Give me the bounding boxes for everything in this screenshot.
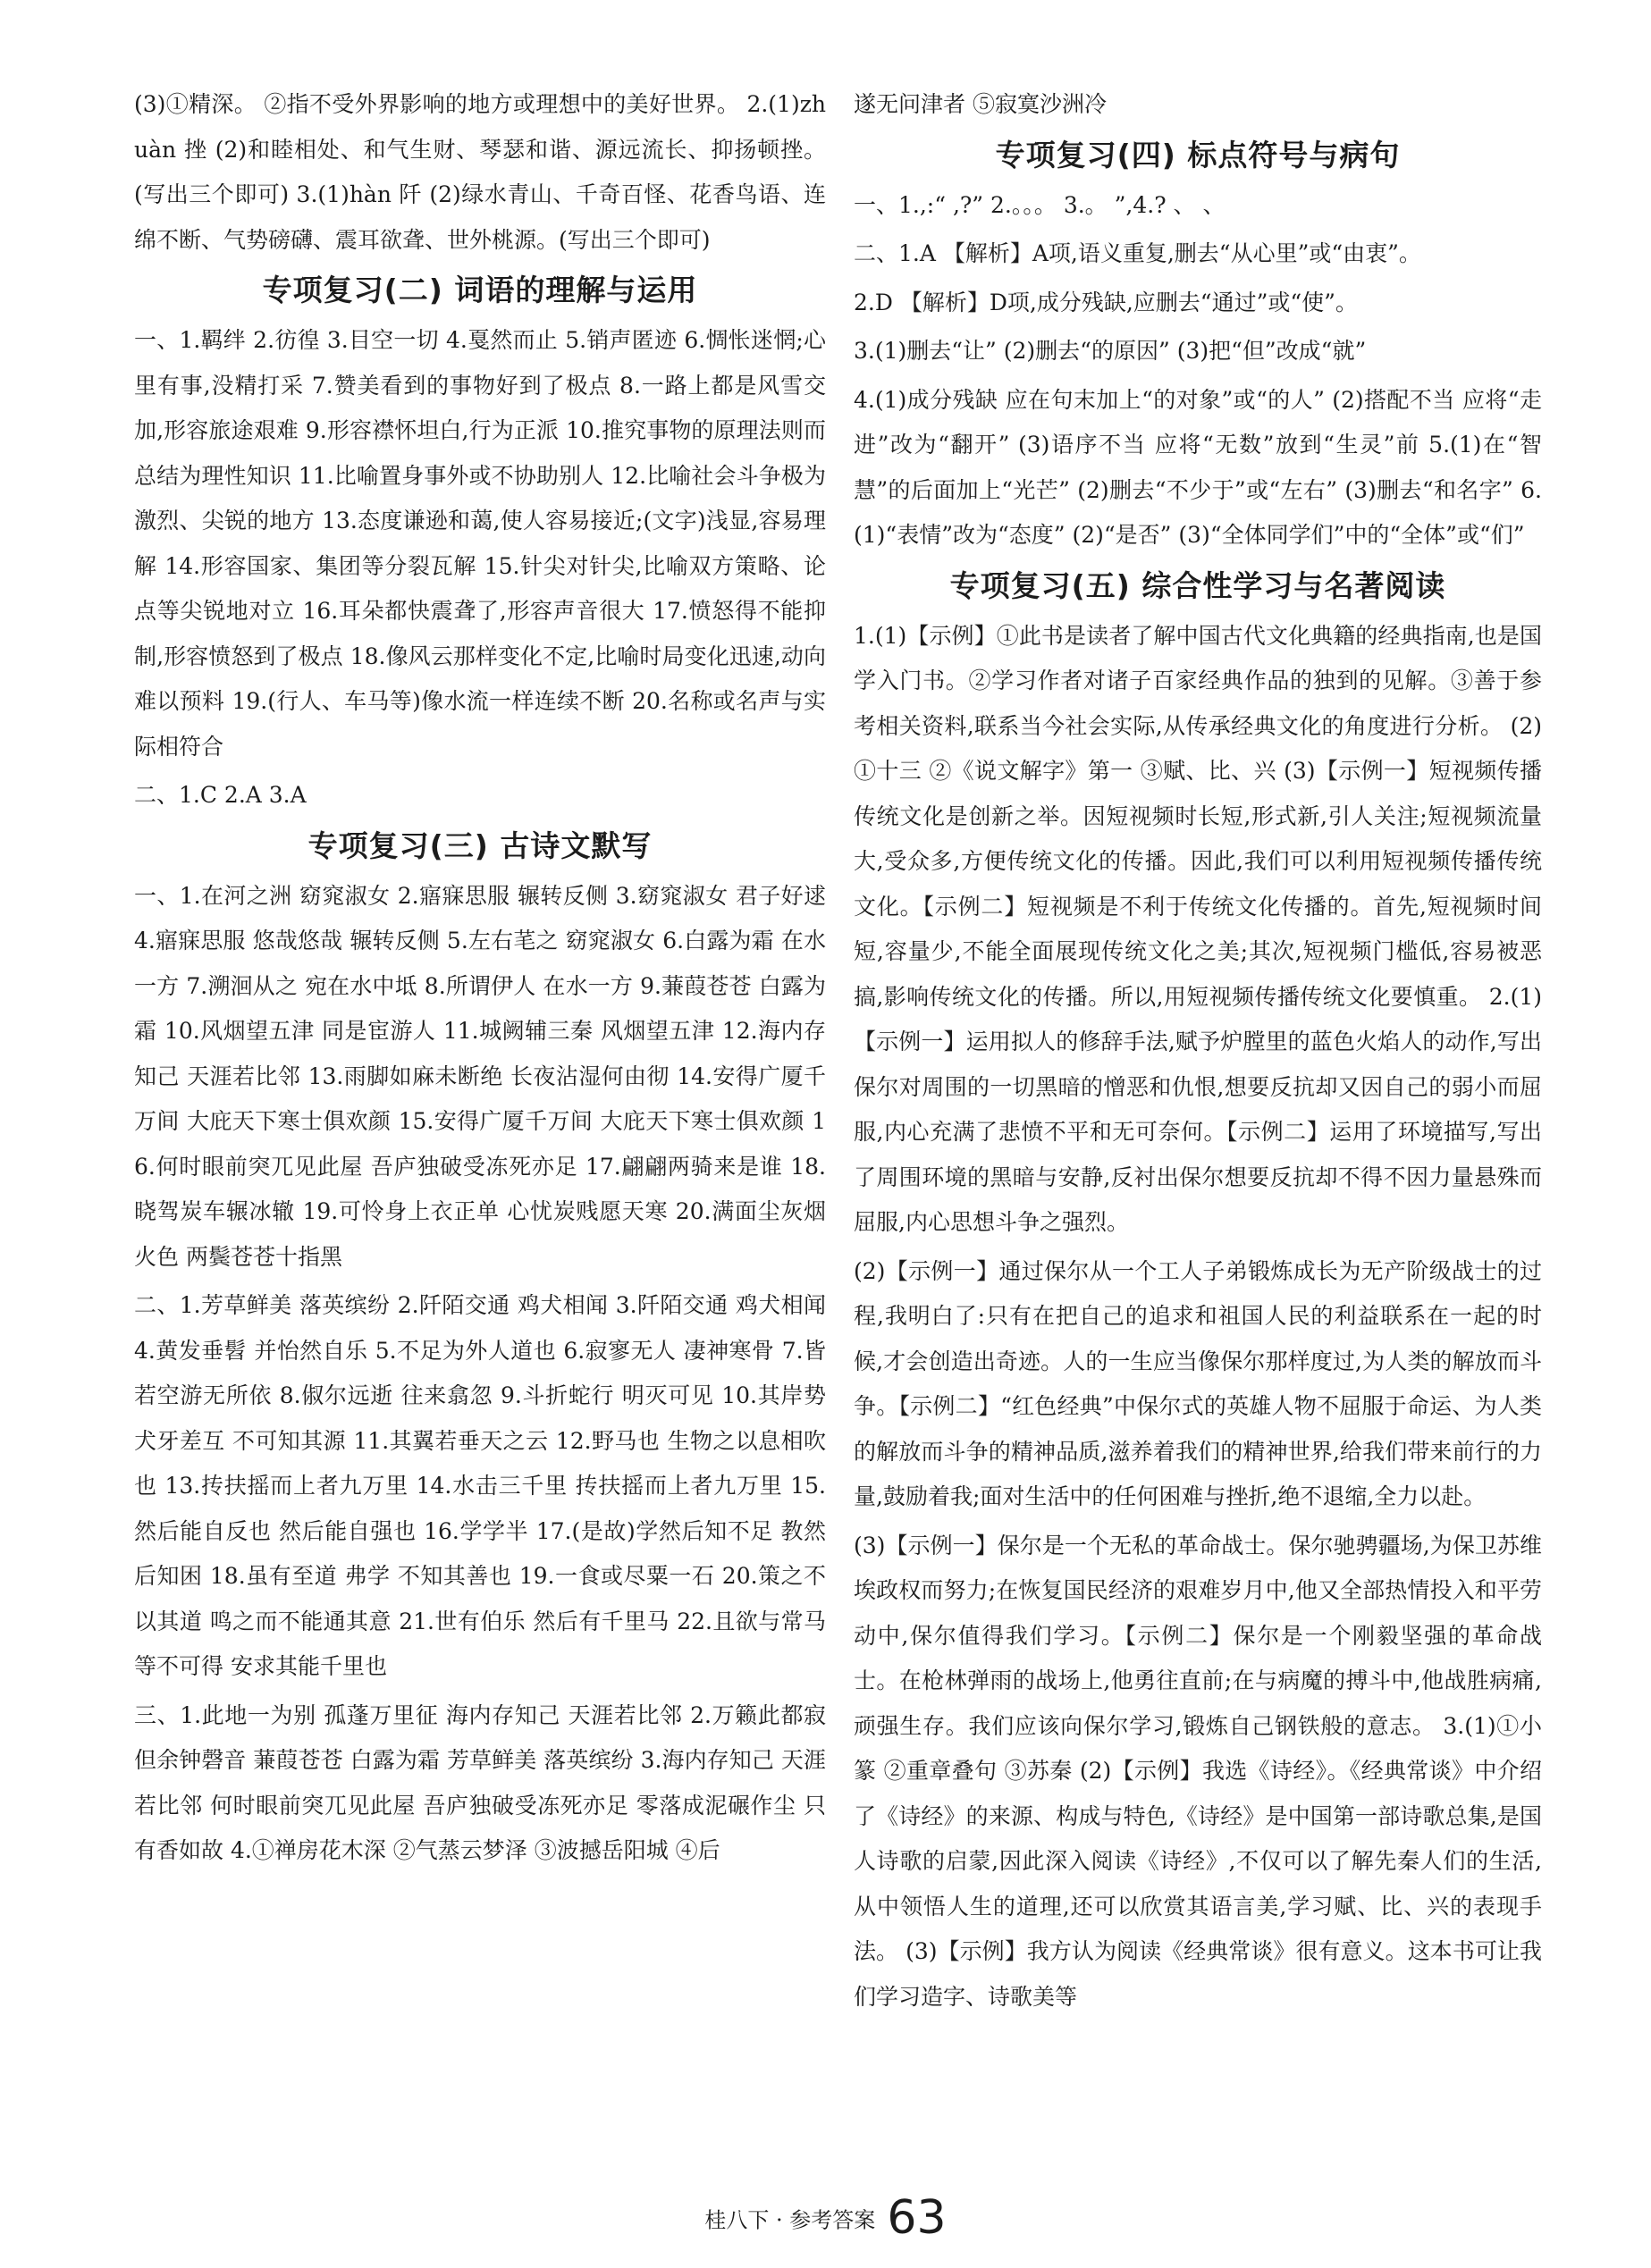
answer-paragraph: (2)【示例一】通过保尔从一个工人子弟锻炼成长为无产阶级战士的过程,我明白了:只有在把自己的追求和祖国人民的利益联系在一起的时候,才会创造出奇迹。人的一生应当像保尔那样度过,为人类的解放而斗争。【示例二】“红色经典”中保尔式的英雄人物不屈服于命运、为人类的解放而斗争的精神品质,滋养着我们的精神世界,给我们带来前行的力量,鼓励着我;面对生活中的任何困难与挫折,绝不退缩,全力以赴。 [854,1257,1542,1509]
answer-paragraph: 二、1.C 2.A 3.A [134,782,307,808]
answer-paragraph: 二、1.芳草鲜美 落英缤纷 2.阡陌交通 鸡犬相闻 3.阡陌交通 鸡犬相闻 4.黄发垂髫 并怡然自乐 5.不足为外人道也 6.寂寥无人 凄神寒骨 7.皆若空游无所依 8.俶尔远逝 往来翕忽 9.斗折蛇行 明灭可见 10.其岸势犬牙差互 不可知其源 11.其翼若垂天之云 12.野马也 生物之以息相吹也 13.抟扶摇而上者九万里 14.水击三千里 抟扶摇而上者九万里 15.然后能自反也 然后能自强也 16.学学半 17.(是故)学然后知不足 教然后知困 18.虽有至道 弗学 不知其善也 19.一食或尽粟一石 20.策之不以其道 鸣之而不能通其意 21.世有伯乐 然后有千里马 22.且欲与常马等不可得 安求其能千里也 [134,1292,826,1679]
page-number: 63 [887,2191,947,2245]
answer-paragraph: 1.(1)【示例】①此书是读者了解中国古代文化典籍的经典指南,也是国学入门书。②学习作者对诸子百家经典作品的独到的见解。③善于参考相关资料,联系当今社会实际,从传承经典文化的角度进行分析。 (2)①十三 ②《说文解字》第一 ③赋、比、兴 (3)【示例一】短视频传播传统文化是创新之举。因短视频时长短,形式新,引人关注;短视频流量大,受众多,方便传统文化的传播。因此,我们可以利用短视频传播传统文化。【示例二】短视频是不利于传统文化传播的。首先,短视频时间短,容量少,不能全面展现传统文化之美;其次,短视频门槛低,容易被恶搞,影响传统文化的传播。所以,用短视频传播传统文化要慎重。 2.(1)【示例一】运用拟人的修辞手法,赋予炉膛里的蓝色火焰人的动作,写出保尔对周围的一切黑暗的憎恶和仇恨,想要反抗却又因自己的弱小而屈服,内心充满了悲愤不平和无可奈何。【示例二】运用了环境描写,写出了周围环境的黑暗与安静,反衬出保尔想要反抗却不得不因力量悬殊而屈服,内心思想斗争之强烈。 [854,622,1542,1235]
answer-paragraph: 4.(1)成分残缺 应在句末加上“的对象”或“的人” (2)搭配不当 应将“走进”改为“翻开” (3)语序不当 应将“无数”放到“生灵”前 5.(1)在“智慧”的后面加上“光芒” (2)删去“不少于”或“左右” (3)删去“和名字” 6.(1)“表情”改为“态度” (2)“是否” (3)“全体同学们”中的“全体”或“们” [854,386,1542,548]
section-heading: 专项复习(二) 词语的理解与运用 [262,273,698,307]
answer-paragraph: 遂无问津者 ⑤寂寞沙洲冷 [854,91,1107,117]
answer-paragraph: 3.(1)删去“让” (2)删去“的原因” (3)把“但”改成“就” [854,338,1367,364]
answer-paragraph: 一、1.在河之洲 窈窕淑女 2.寤寐思服 辗转反侧 3.窈窕淑女 君子好逑 4.寤寐思服 悠哉悠哉 辗转反侧 5.左右芼之 窈窕淑女 6.白露为霜 在水一方 7.溯洄从之 宛在水中坻 8.所谓伊人 在水一方 9.蒹葭苍苍 白露为霜 10.风烟望五津 同是宦游人 11.城阙辅三秦 风烟望五津 12.海内存知己 天涯若比邻 13.雨脚如麻未断绝 长夜沾湿何由彻 14.安得广厦千万间 大庇天下寒士俱欢颜 15.安得广厦千万间 大庇天下寒士俱欢颜 16.何时眼前突兀见此屋 吾庐独破受冻死亦足 17.翩翩两骑来是谁 18.晓驾炭车辗冰辙 19.可怜身上衣正单 心忧炭贱愿天寒 20.满面尘灰烟火色 两鬓苍苍十指黑 [134,882,826,1270]
answer-paragraph: 2.D 【解析】D项,成分残缺,应删去“通过”或“使”。 [854,289,1358,315]
section-heading: 专项复习(四) 标点符号与病句 [995,137,1401,172]
section-heading: 专项复习(五) 综合性学习与名著阅读 [949,567,1446,603]
section-heading: 专项复习(三) 古诗文默写 [307,827,653,863]
answer-paragraph: 三、1.此地一为别 孤蓬万里征 海内存知己 天涯若比邻 2.万籁此都寂 但余钟磬音 蒹葭苍苍 白露为霜 芳草鲜美 落英缤纷 3.海内存知己 天涯若比邻 何时眼前突兀见此屋 吾庐独破受冻死亦足 零落成泥碾作尘 只有香如故 4.①禅房花木深 ②气蒸云梦泽 ③波撼岳阳城 ④后 [134,1701,826,1863]
answer-paragraph: 一、1.,:“ ,?” 2.。。。 3.。 ”,4.? 、 、 [854,191,1226,218]
right-column [854,82,1542,2020]
answer-paragraph: 一、1.羁绊 2.彷徨 3.目空一切 4.戛然而止 5.销声匿迹 6.惆怅迷惘;心里有事,没精打采 7.赞美看到的事物好到了极点 8.一路上都是风雪交加,形容旅途艰难 9.形容襟怀坦白,行为正派 10.推究事物的原理法则而总结为理性知识 11.比喻置身事外或不协助别人 12.比喻社会斗争极为激烈、尖锐的地方 13.态度谦逊和蔼,使人容易接近;(文字)浅显,容易理解 14.形容国家、集团等分裂瓦解 15.针尖对针尖,比喻双方策略、论点等尖锐地对立 16.耳朵都快震聋了,形容声音很大 17.愤怒得不能抑制,形容愤怒到了极点 18.像风云那样变化不定,比喻时局变化迅速,动向难以预料 19.(行人、车马等)像水流一样连续不断 20.名称或名声与实际相符合 [134,327,826,760]
answer-paragraph: 二、1.A 【解析】A项,语义重复,删去“从心里”或“由衷”。 [854,240,1421,266]
page-footer [0,2191,1651,2245]
left-column [134,82,826,1874]
answer-paragraph: (3)①精深。 ②指不受外界影响的地方或理想中的美好世界。 2.(1)zhuàn 挫 (2)和睦相处、和气生财、琴瑟和谐、源远流长、抑扬顿挫。(写出三个即可) 3.(1)hàn 阡 (2)绿水青山、千奇百怪、花香鸟语、连绵不断、气势磅礴、震耳欲聋、世外桃源。(写出三个即可) [134,91,826,253]
answer-paragraph: (3)【示例一】保尔是一个无私的革命战士。保尔驰骋疆场,为保卫苏维埃政权而努力;在恢复国民经济的艰难岁月中,他又全部热情投入和平劳动中,保尔值得我们学习。【示例二】保尔是一个刚毅坚强的革命战士。在枪林弹雨的战场上,他勇往直前;在与病魔的搏斗中,他战胜病痛,顽强生存。我们应该向保尔学习,锻炼自己钢铁般的意志。 3.(1)①小篆 ②重章叠句 ③苏秦 (2)【示例】我选《诗经》。《经典常谈》中介绍了《诗经》的来源、构成与特色,《诗经》是中国第一部诗歌总集,是国人诗歌的启蒙,因此深入阅读《诗经》,不仅可以了解先秦人们的生活,从中领悟人生的道理,还可以欣赏其语言美,学习赋、比、兴的表现手法。 (3)【示例】我方认为阅读《经典常谈》很有意义。这本书可让我们学习造字、诗歌美等 [854,1532,1542,2010]
footer-label: 桂八下 · 参考答案 [704,2207,876,2233]
